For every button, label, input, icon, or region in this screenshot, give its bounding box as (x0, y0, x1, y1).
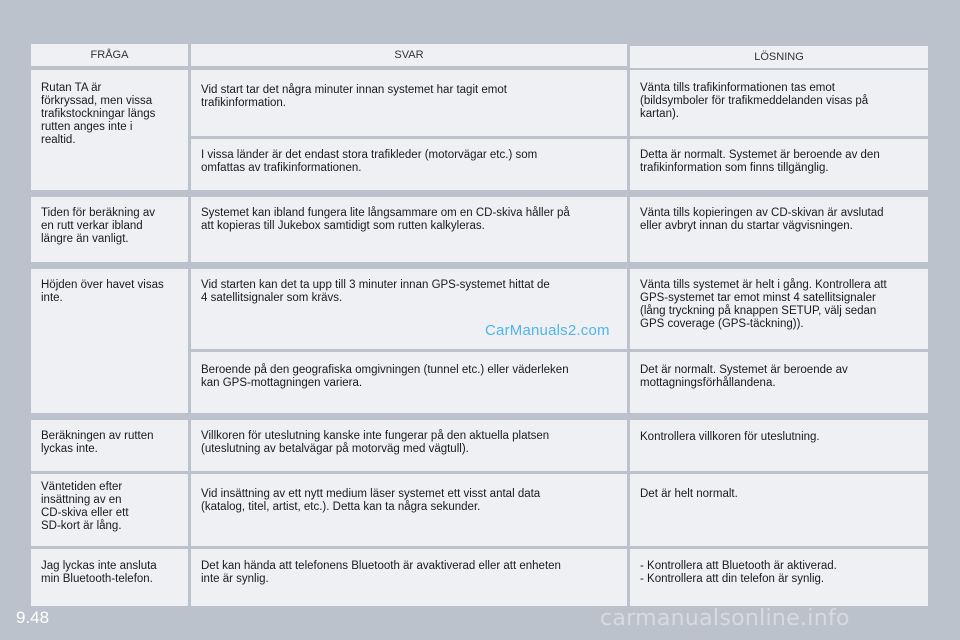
solution-cell (630, 139, 928, 190)
question-text: Jag lyckas inte ansluta min Bluetooth-telefon. (41, 560, 157, 585)
solution-text: - Kontrollera att Bluetooth är aktiverad. - Kontrollera att din telefon är synlig. (640, 560, 837, 585)
solution-text: Det är normalt. Systemet är beroende av mottagningsförhållandena. (640, 364, 848, 389)
answer-cell (191, 420, 627, 471)
page-number: 9.48 (16, 608, 50, 627)
solution-cell (630, 269, 928, 349)
answer-cell (191, 197, 627, 262)
question-cell (31, 474, 188, 546)
answer-text: Vid insättning av ett nytt medium läser systemet ett visst antal data (katalog, titel, artist, etc.). Detta kan ta några sekunder. (201, 488, 541, 513)
header-question: FRÅGA (31, 44, 188, 66)
solution-cell (630, 352, 928, 413)
question-cell (31, 269, 188, 413)
answer-text: Vid starten kan det ta upp till 3 minuter innan GPS-systemet hittat de 4 satellitsignaler som krävs. (201, 279, 550, 304)
question-cell (31, 70, 188, 190)
solution-cell (630, 420, 928, 471)
solution-text: Det är helt normalt. (640, 488, 738, 500)
footer-watermark: carmanualsonline.info (600, 606, 850, 631)
solution-cell (630, 197, 928, 262)
solution-text: Vänta tills kopieringen av CD-skivan är avslutad eller avbryt innan du startar vägvisningen. (640, 207, 884, 232)
question-cell (31, 420, 188, 471)
header-solution: LÖSNING (630, 46, 928, 68)
solution-text: Detta är normalt. Systemet är beroende av den trafikinformation som finns tillgänglig. (640, 149, 880, 174)
answer-text: Vid start tar det några minuter innan systemet har tagit emot trafikinformation. (201, 84, 507, 109)
solution-cell (630, 474, 928, 546)
solution-cell (630, 70, 928, 136)
answer-text: Villkoren för uteslutning kanske inte fungerar på den aktuella platsen (uteslutning av betalvägar på motorväg med vägtull). (201, 430, 550, 455)
answer-cell (191, 70, 627, 136)
answer-text: Det kan hända att telefonens Bluetooth är avaktiverad eller att enheten inte är synlig. (201, 560, 561, 585)
header-answer: SVAR (191, 44, 627, 66)
answer-text: Beroende på den geografiska omgivningen (tunnel etc.) eller väderleken kan GPS-mottagningen variera. (201, 364, 569, 389)
solution-text: Vänta tills trafikinformationen tas emot (bildsymboler för trafikmeddelanden visas på kartan). (640, 82, 869, 120)
question-text: Rutan TA är förkryssad, men vissa trafikstockningar längs rutten anges inte i realtid. (41, 82, 156, 146)
answer-cell (191, 352, 627, 413)
question-text: Tiden för beräkning av en rutt verkar ibland längre än vanligt. (41, 207, 156, 245)
answer-cell (191, 549, 627, 606)
solution-text: Vänta tills systemet är helt i gång. Kontrollera att GPS-systemet tar emot minst 4 satellitsignaler (lång tryckning på knappen SETUP, välj sedan GPS coverage (GPS-täckning)). (640, 279, 887, 330)
solution-cell (630, 549, 928, 606)
answer-text: I vissa länder är det endast stora trafikleder (motorvägar etc.) som omfattas av trafikinformationen. (201, 149, 538, 174)
watermark-text: CarManuals2.com (485, 322, 610, 339)
answer-cell (191, 474, 627, 546)
question-text: Beräkningen av rutten lyckas inte. (41, 430, 154, 455)
question-text: Höjden över havet visas inte. (41, 279, 164, 304)
question-text: Väntetiden efter insättning av en CD-skiva eller ett SD-kort är lång. (41, 481, 129, 532)
solution-text: Kontrollera villkoren för uteslutning. (640, 431, 820, 443)
question-cell (31, 549, 188, 606)
answer-cell (191, 139, 627, 190)
answer-text: Systemet kan ibland fungera lite långsammare om en CD-skiva håller på att kopieras till Jukebox samtidigt som rutten kalkyleras. (201, 207, 570, 232)
question-cell (31, 197, 188, 262)
